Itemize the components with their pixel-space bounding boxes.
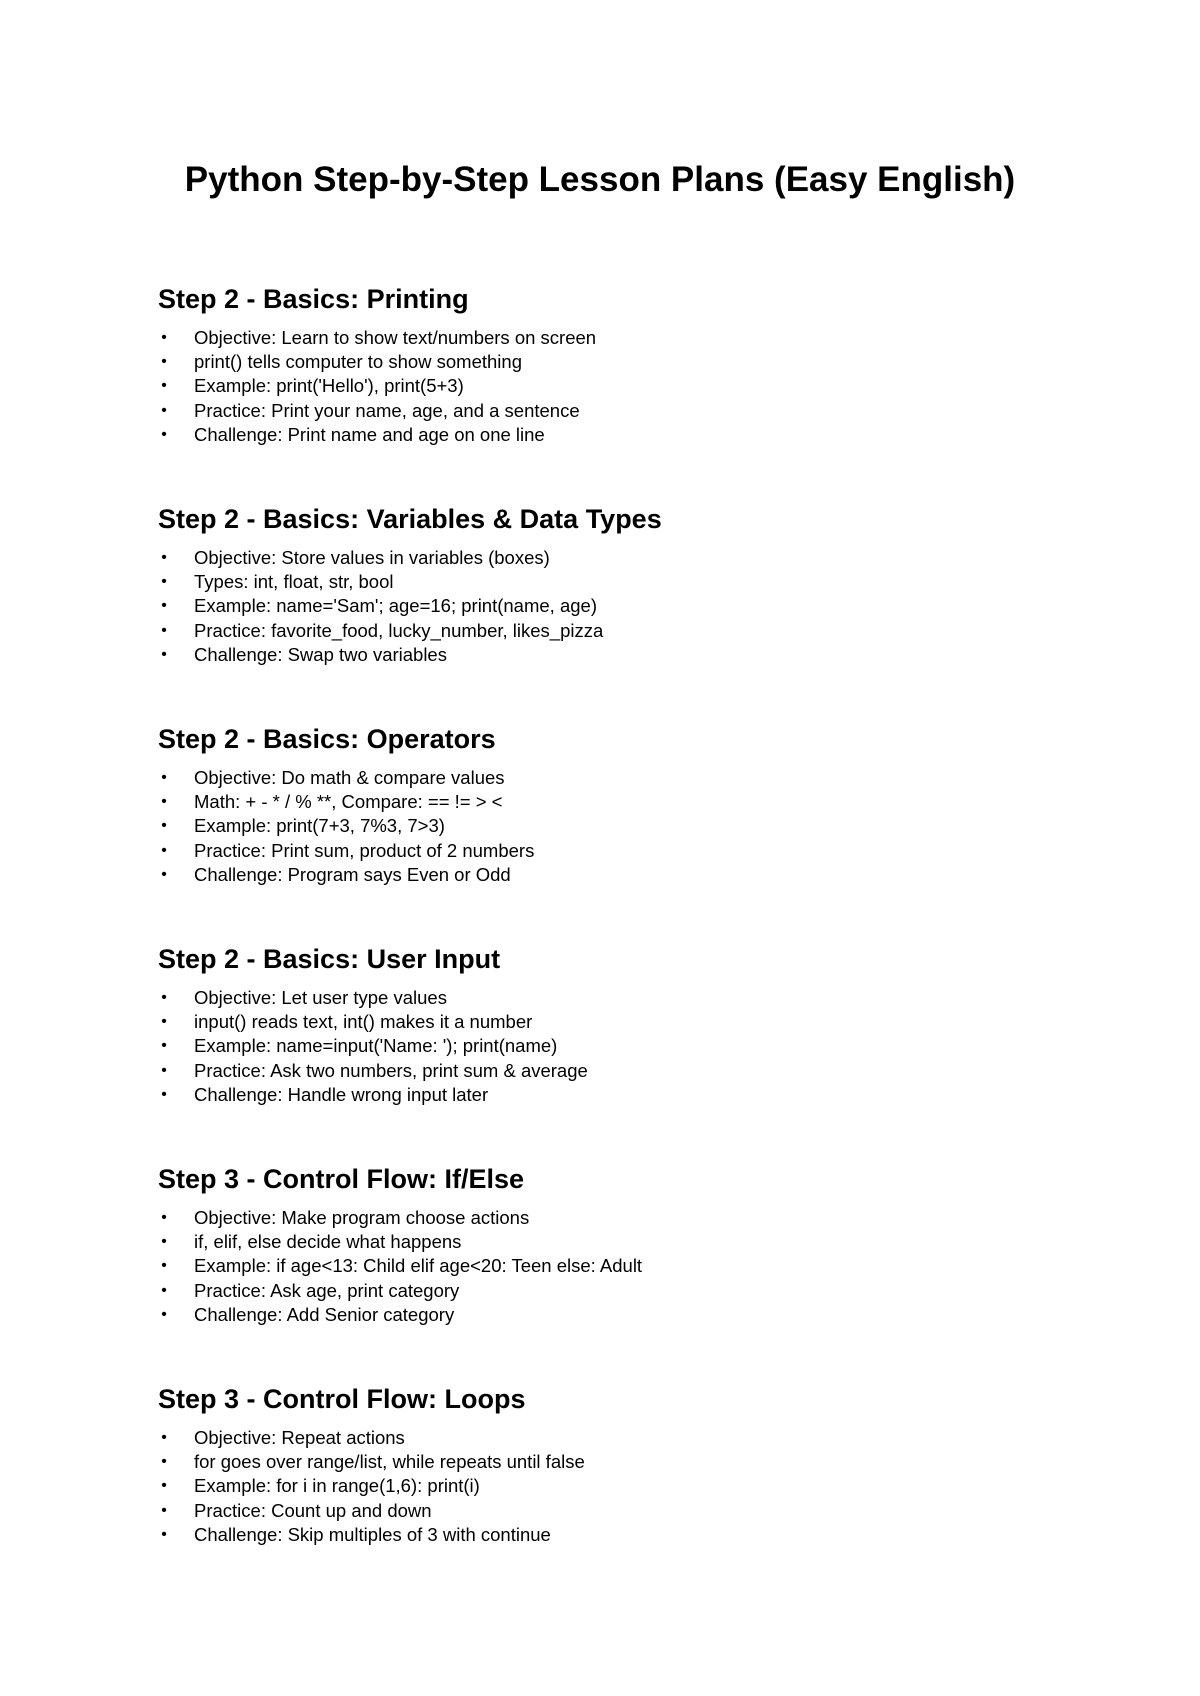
list-item-text: Types: int, float, str, bool [194, 571, 394, 593]
list-item-text: Objective: Make program choose actions [194, 1207, 530, 1228]
section-if-else [158, 1162, 1058, 1327]
bullet-icon: • [161, 841, 167, 859]
list-item [158, 1303, 1058, 1327]
bullet-icon: • [161, 1257, 167, 1275]
bullet-icon: • [161, 1013, 167, 1031]
bullet-list [158, 766, 1058, 887]
list-item-text: Example: print('Hello'), print(5+3) [194, 375, 464, 397]
bullet-icon: • [161, 1477, 167, 1495]
list-item-text: Challenge: Swap two variables [194, 643, 447, 665]
list-item-text: Example: name='Sam'; age=16; print(name, age) [194, 595, 597, 617]
bullet-icon: • [161, 793, 167, 811]
section-printing [158, 282, 1058, 447]
section-heading: Step 3 - Control Flow: If/Else [158, 1164, 525, 1194]
list-item-text: Practice: Ask two numbers, print sum & average [194, 1059, 588, 1081]
list-item [158, 839, 1058, 863]
bullet-icon: • [161, 1233, 167, 1251]
list-item-text: input() reads text, int() makes it a number [194, 1011, 533, 1033]
list-item [158, 423, 1058, 447]
bullet-icon: • [161, 1281, 167, 1299]
list-item-text: Challenge: Add Senior category [194, 1303, 455, 1325]
section-heading: Step 2 - Basics: Operators [158, 724, 496, 754]
bullet-icon: • [161, 645, 167, 663]
list-item [158, 790, 1058, 814]
bullet-icon: • [161, 1525, 167, 1543]
list-item-text: Practice: favorite_food, lucky_number, likes_pizza [194, 619, 604, 641]
list-item-text: Example: name=input('Name: '); print(name) [194, 1035, 558, 1057]
bullet-icon: • [161, 573, 167, 591]
list-item-text: Practice: Print sum, product of 2 numbers [194, 839, 535, 861]
bullet-icon: • [161, 1209, 167, 1226]
list-item [158, 986, 1058, 1010]
bullet-icon: • [161, 621, 167, 639]
list-item-text: print() tells computer to show something [194, 351, 522, 373]
list-item [158, 1059, 1058, 1083]
list-item-text: Challenge: Skip multiples of 3 with continue [194, 1523, 551, 1545]
section-operators [158, 722, 1058, 887]
section-heading: Step 2 - Basics: Variables & Data Types [158, 504, 662, 534]
list-item [158, 1426, 1058, 1450]
list-item [158, 546, 1058, 570]
bullet-icon: • [161, 989, 167, 1006]
list-item-text: Objective: Store values in variables (boxes) [194, 547, 550, 568]
bullet-icon: • [161, 865, 167, 883]
bullet-list [158, 1426, 1058, 1547]
bullet-icon: • [161, 353, 167, 371]
list-item [158, 374, 1058, 398]
section-heading: Step 3 - Control Flow: Loops [158, 1384, 526, 1414]
list-item-text: Example: print(7+3, 7%3, 7>3) [194, 815, 445, 837]
list-item [158, 1499, 1058, 1523]
list-item-text: Challenge: Handle wrong input later [194, 1083, 489, 1105]
bullet-icon: • [161, 549, 167, 566]
list-item-text: Objective: Let user type values [194, 987, 447, 1008]
list-item [158, 1230, 1058, 1254]
list-item [158, 1254, 1058, 1278]
bullet-icon: • [161, 401, 167, 419]
section-heading: Step 2 - Basics: User Input [158, 944, 501, 974]
list-item [158, 570, 1058, 594]
list-item-text: Math: + - * / % **, Compare: == != > < [194, 791, 503, 813]
bullet-icon: • [161, 329, 167, 346]
section-variables [158, 502, 1058, 667]
list-item [158, 814, 1058, 838]
list-item-text: for goes over range/list, while repeats until false [194, 1451, 585, 1473]
list-item [158, 1206, 1058, 1230]
list-item [158, 350, 1058, 374]
bullet-icon: • [161, 1453, 167, 1471]
list-item [158, 643, 1058, 667]
bullet-icon: • [161, 769, 167, 786]
bullet-icon: • [161, 1305, 167, 1323]
bullet-icon: • [161, 1037, 167, 1055]
bullet-icon: • [161, 817, 167, 835]
list-item-text: Challenge: Print name and age on one line [194, 423, 545, 445]
list-item-text: Objective: Learn to show text/numbers on screen [194, 327, 597, 348]
list-item [158, 619, 1058, 643]
list-item [158, 399, 1058, 423]
list-item-text: Practice: Count up and down [194, 1499, 432, 1521]
bullet-icon: • [161, 377, 167, 395]
list-item-text: Example: if age<13: Child elif age<20: Teen else: Adult [194, 1255, 643, 1277]
list-item-text: Objective: Do math & compare values [194, 767, 505, 788]
section-heading: Step 2 - Basics: Printing [158, 284, 469, 314]
bullet-list [158, 986, 1058, 1107]
list-item [158, 863, 1058, 887]
bullet-icon: • [161, 1085, 167, 1103]
list-item [158, 1279, 1058, 1303]
list-item [158, 1450, 1058, 1474]
list-item-text: Challenge: Program says Even or Odd [194, 863, 511, 885]
bullet-icon: • [161, 1501, 167, 1519]
list-item [158, 1474, 1058, 1498]
bullet-icon: • [161, 1061, 167, 1079]
section-loops [158, 1382, 1058, 1547]
bullet-icon: • [161, 1429, 167, 1446]
list-item [158, 594, 1058, 618]
list-item-text: if, elif, else decide what happens [194, 1231, 462, 1253]
list-item-text: Example: for i in range(1,6): print(i) [194, 1475, 480, 1497]
list-item [158, 1083, 1058, 1107]
bullet-icon: • [161, 425, 167, 443]
document-title: Python Step-by-Step Lesson Plans (Easy English) [184, 160, 1016, 199]
bullet-list [158, 546, 1058, 667]
bullet-icon: • [161, 597, 167, 615]
list-item-text: Practice: Ask age, print category [194, 1279, 460, 1301]
list-item [158, 326, 1058, 350]
bullet-list [158, 1206, 1058, 1327]
list-item-text: Practice: Print your name, age, and a sentence [194, 399, 580, 421]
list-item [158, 1010, 1058, 1034]
list-item [158, 766, 1058, 790]
list-item-text: Objective: Repeat actions [194, 1427, 405, 1448]
list-item [158, 1523, 1058, 1547]
bullet-list [158, 326, 1058, 447]
list-item [158, 1034, 1058, 1058]
section-user-input [158, 942, 1058, 1107]
